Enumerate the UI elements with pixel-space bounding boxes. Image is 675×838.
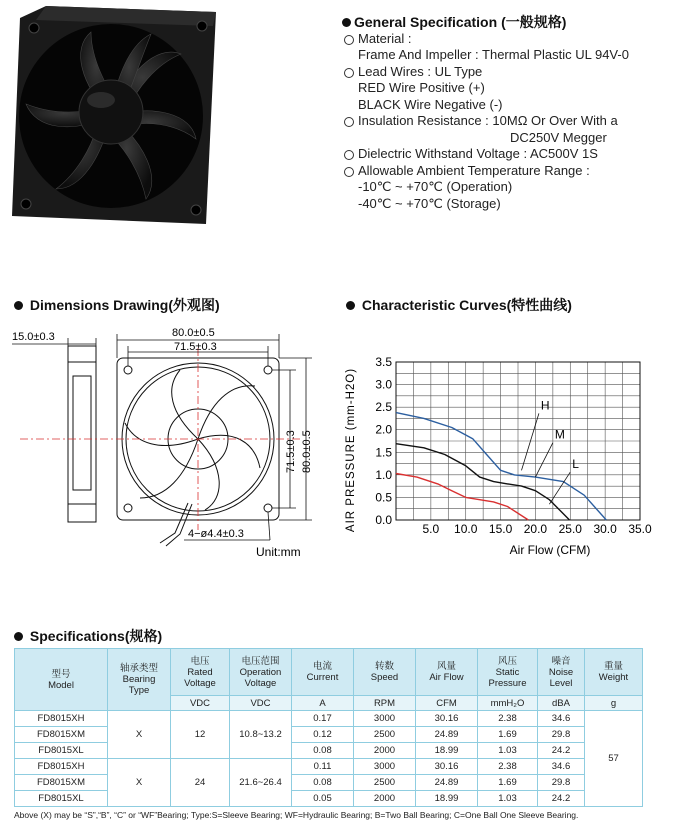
circle-bullet-icon bbox=[344, 167, 354, 177]
pressure-cell: 2.38 bbox=[478, 759, 538, 775]
spec-line: Material : bbox=[358, 30, 412, 46]
spec-line: Lead Wires : UL Type bbox=[358, 63, 483, 79]
spec-line: -10℃ ~ +70℃ (Operation) bbox=[358, 179, 513, 194]
bearing-cell: X bbox=[108, 711, 171, 759]
header-cn: 电压范围 bbox=[241, 655, 280, 667]
pressure-cell: 1.69 bbox=[478, 727, 538, 743]
model-cell: FD8015XH bbox=[15, 711, 108, 727]
series-leader-L bbox=[549, 472, 570, 504]
specifications-title: Specifications bbox=[29, 628, 125, 644]
pressure-cell: 1.03 bbox=[478, 743, 538, 759]
table-unit-cell: VDC bbox=[171, 696, 230, 711]
noise-cell: 34.6 bbox=[538, 759, 585, 775]
header-en: Weight bbox=[598, 672, 629, 683]
specifications-title-cn: (规格) bbox=[124, 628, 163, 644]
table-unit-cell: mmH₂O bbox=[478, 696, 538, 711]
noise-cell: 34.6 bbox=[538, 711, 585, 727]
bearing-cell: X bbox=[108, 759, 171, 807]
speed-cell: 3000 bbox=[354, 759, 416, 775]
table-header-cell bbox=[15, 649, 108, 711]
circle-bullet-icon bbox=[344, 35, 354, 45]
header-en: Bearing Type bbox=[122, 674, 156, 696]
bullet-icon bbox=[14, 632, 23, 641]
noise-cell: 29.8 bbox=[538, 727, 585, 743]
spec-item bbox=[342, 163, 672, 213]
header-cn: 电压 bbox=[190, 655, 210, 667]
airflow-cell: 24.89 bbox=[416, 775, 478, 791]
voltage-range-cell: 10.8~13.2 bbox=[230, 711, 292, 759]
table-body bbox=[15, 711, 643, 807]
table-unit-cell: dBA bbox=[538, 696, 585, 711]
current-cell: 0.08 bbox=[292, 743, 354, 759]
general-specification bbox=[342, 14, 672, 212]
series-leader-H bbox=[521, 413, 538, 470]
general-spec-title-cn: (一般规格) bbox=[501, 14, 567, 30]
airflow-cell: 30.16 bbox=[416, 711, 478, 727]
speed-cell: 3000 bbox=[354, 711, 416, 727]
table-header-cell bbox=[538, 649, 585, 696]
model-cell: FD8015XL bbox=[15, 791, 108, 807]
current-cell: 0.08 bbox=[292, 775, 354, 791]
header-cn: 风量 bbox=[436, 661, 456, 672]
spec-line: Dielectric Withstand Voltage : AC500V 1S bbox=[358, 146, 598, 161]
table-header-cell bbox=[230, 649, 292, 696]
airflow-cell: 24.89 bbox=[416, 727, 478, 743]
voltage-range-cell: 21.6~26.4 bbox=[230, 759, 292, 807]
y-tick-label: 2.0 bbox=[375, 422, 392, 437]
model-cell: FD8015XH bbox=[15, 759, 108, 775]
y-tick-label: 1.5 bbox=[375, 445, 392, 460]
table-header-cell bbox=[108, 649, 171, 711]
noise-cell: 24.2 bbox=[538, 791, 585, 807]
speed-cell: 2500 bbox=[354, 775, 416, 791]
spec-line: Allowable Ambient Temperature Range : bbox=[358, 162, 590, 178]
current-cell: 0.11 bbox=[292, 759, 354, 775]
table-header-cell bbox=[585, 649, 643, 696]
y-tick-label: 2.5 bbox=[375, 400, 392, 415]
header-en: Current bbox=[306, 672, 339, 683]
table-unit-cell: A bbox=[292, 696, 354, 711]
spec-items bbox=[342, 31, 672, 213]
general-spec-title: General Specification bbox=[354, 14, 498, 30]
spec-item bbox=[342, 146, 672, 163]
series-leader-M bbox=[535, 443, 552, 477]
speed-cell: 2000 bbox=[354, 743, 416, 759]
dimensions-title: Dimensions Drawing bbox=[29, 297, 169, 313]
pressure-cell: 1.03 bbox=[478, 791, 538, 807]
voltage-cell: 24 bbox=[171, 759, 230, 807]
current-cell: 0.17 bbox=[292, 711, 354, 727]
header-en: Operation Voltage bbox=[239, 666, 282, 689]
spec-line: Frame And Impeller : Thermal Plastic UL 94V-0 bbox=[358, 47, 629, 62]
spec-line: RED Wire Positive (+) bbox=[358, 80, 485, 95]
header-cn: 电流 bbox=[312, 661, 332, 672]
header-en: Rated Voltage bbox=[184, 666, 216, 689]
model-cell: FD8015XM bbox=[15, 775, 108, 791]
x-tick-label: 5.0 bbox=[422, 522, 440, 536]
outer-width-label: 80.0±0.5 bbox=[172, 327, 215, 339]
header-en: Model bbox=[48, 679, 74, 691]
x-tick-label: 25.0 bbox=[558, 522, 582, 536]
table-header-row bbox=[15, 649, 643, 696]
header-cn: 重量 bbox=[603, 661, 623, 672]
characteristic-curve-chart bbox=[330, 340, 665, 570]
header-en: Speed bbox=[370, 672, 399, 683]
header-en: Noise Level bbox=[548, 666, 574, 689]
fan-photo bbox=[6, 4, 218, 226]
x-tick-label: 30.0 bbox=[593, 522, 617, 536]
voltage-cell: 12 bbox=[171, 711, 230, 759]
weight-cell: 57 bbox=[585, 711, 643, 807]
dimensions-drawing bbox=[0, 318, 335, 568]
spec-line: DC250V Megger bbox=[510, 129, 607, 145]
header-cn: 轴承类型 bbox=[119, 663, 158, 674]
dimensions-title-cn: (外观图) bbox=[168, 297, 220, 313]
y-tick-label: 3.5 bbox=[375, 355, 392, 369]
header-cn: 风压 bbox=[497, 655, 517, 667]
table-unit-cell: VDC bbox=[230, 696, 292, 711]
outer-height-label: 80.0±0.5 bbox=[301, 430, 313, 473]
table-row bbox=[15, 711, 643, 727]
table-unit-cell: g bbox=[585, 696, 643, 711]
x-tick-label: 10.0 bbox=[454, 522, 478, 536]
dimensions-heading bbox=[14, 295, 220, 315]
curves-heading bbox=[346, 295, 572, 315]
series-label-H: H bbox=[540, 398, 550, 413]
table-header-cell bbox=[354, 649, 416, 696]
noise-cell: 29.8 bbox=[538, 775, 585, 791]
specifications-table bbox=[14, 648, 643, 807]
circle-bullet-icon bbox=[344, 150, 354, 160]
header-en: Air Flow bbox=[429, 672, 464, 683]
y-tick-label: 3.0 bbox=[375, 377, 392, 392]
spec-line: -40℃ ~ +70℃ (Storage) bbox=[358, 195, 501, 211]
circle-bullet-icon bbox=[344, 117, 354, 127]
header-en: Static Pressure bbox=[488, 666, 527, 689]
holes-label: 4−ø4.4±0.3 bbox=[188, 528, 244, 540]
pressure-cell: 1.69 bbox=[478, 775, 538, 791]
spec-item bbox=[342, 64, 672, 114]
hole-pitch-label: 71.5±0.3 bbox=[174, 341, 217, 353]
spec-item bbox=[342, 31, 672, 64]
curves-title-cn: (特性曲线) bbox=[506, 297, 572, 313]
chart-xlabel: Air Flow (CFM) bbox=[509, 543, 591, 557]
model-cell: FD8015XM bbox=[15, 727, 108, 743]
header-cn: 转数 bbox=[374, 661, 394, 672]
table-header-cell bbox=[171, 649, 230, 696]
series-line-L bbox=[396, 474, 528, 521]
table-unit-cell: RPM bbox=[354, 696, 416, 711]
current-cell: 0.12 bbox=[292, 727, 354, 743]
table-header-cell bbox=[478, 649, 538, 696]
x-tick-label: 20.0 bbox=[523, 522, 548, 536]
y-tick-label: 1.0 bbox=[375, 467, 392, 482]
unit-label: Unit:mm bbox=[256, 545, 301, 559]
noise-cell: 24.2 bbox=[538, 743, 585, 759]
table-header-cell bbox=[416, 649, 478, 696]
circle-bullet-icon bbox=[344, 68, 354, 78]
spec-line: Insulation Resistance : 10MΩ Or Over With a bbox=[358, 113, 618, 128]
spec-line: BLACK Wire Negative (-) bbox=[358, 96, 503, 112]
speed-cell: 2000 bbox=[354, 791, 416, 807]
bullet-icon bbox=[346, 301, 355, 310]
chart-series bbox=[396, 398, 606, 520]
x-tick-label: 15.0 bbox=[488, 522, 513, 536]
side-view bbox=[68, 346, 96, 522]
table-header-cell bbox=[292, 649, 354, 696]
airflow-cell: 30.16 bbox=[416, 759, 478, 775]
model-cell: FD8015XL bbox=[15, 743, 108, 759]
current-cell: 0.05 bbox=[292, 791, 354, 807]
airflow-cell: 18.99 bbox=[416, 791, 478, 807]
airflow-cell: 18.99 bbox=[416, 743, 478, 759]
series-label-L: L bbox=[572, 457, 579, 472]
y-tick-label: 0.0 bbox=[375, 513, 392, 527]
bullet-icon bbox=[342, 18, 351, 27]
x-tick-label: 35.0 bbox=[628, 522, 652, 536]
chart-ylabel: AIR PRESSURE (mm-H2O) bbox=[345, 367, 357, 533]
curves-title: Characteristic Curves bbox=[361, 297, 507, 313]
table-row bbox=[15, 759, 643, 775]
speed-cell: 2500 bbox=[354, 727, 416, 743]
specifications-heading bbox=[14, 626, 162, 646]
thickness-label: 15.0±0.3 bbox=[12, 331, 55, 343]
hole-pitch-v-label: 71.5±0.3 bbox=[285, 430, 297, 473]
bullet-icon bbox=[14, 301, 23, 310]
table-unit-cell: CFM bbox=[416, 696, 478, 711]
header-cn: 型号 bbox=[51, 668, 71, 680]
header-cn: 噪音 bbox=[551, 655, 571, 667]
y-tick-label: 0.5 bbox=[375, 490, 392, 505]
chart-grid bbox=[396, 362, 640, 520]
table-footnote: Above (X) may be “S”,“B”, “C” or “WF”Bearing; Type:S=Sleeve Bearing; WF=Hydraulic Bearing; B=Two Ball Bearing; C=One Ball One Sleeve Bearing. bbox=[14, 810, 579, 820]
series-label-M: M bbox=[554, 427, 565, 442]
spec-item bbox=[342, 113, 672, 146]
pressure-cell: 2.38 bbox=[478, 711, 538, 727]
general-spec-heading bbox=[342, 14, 672, 31]
